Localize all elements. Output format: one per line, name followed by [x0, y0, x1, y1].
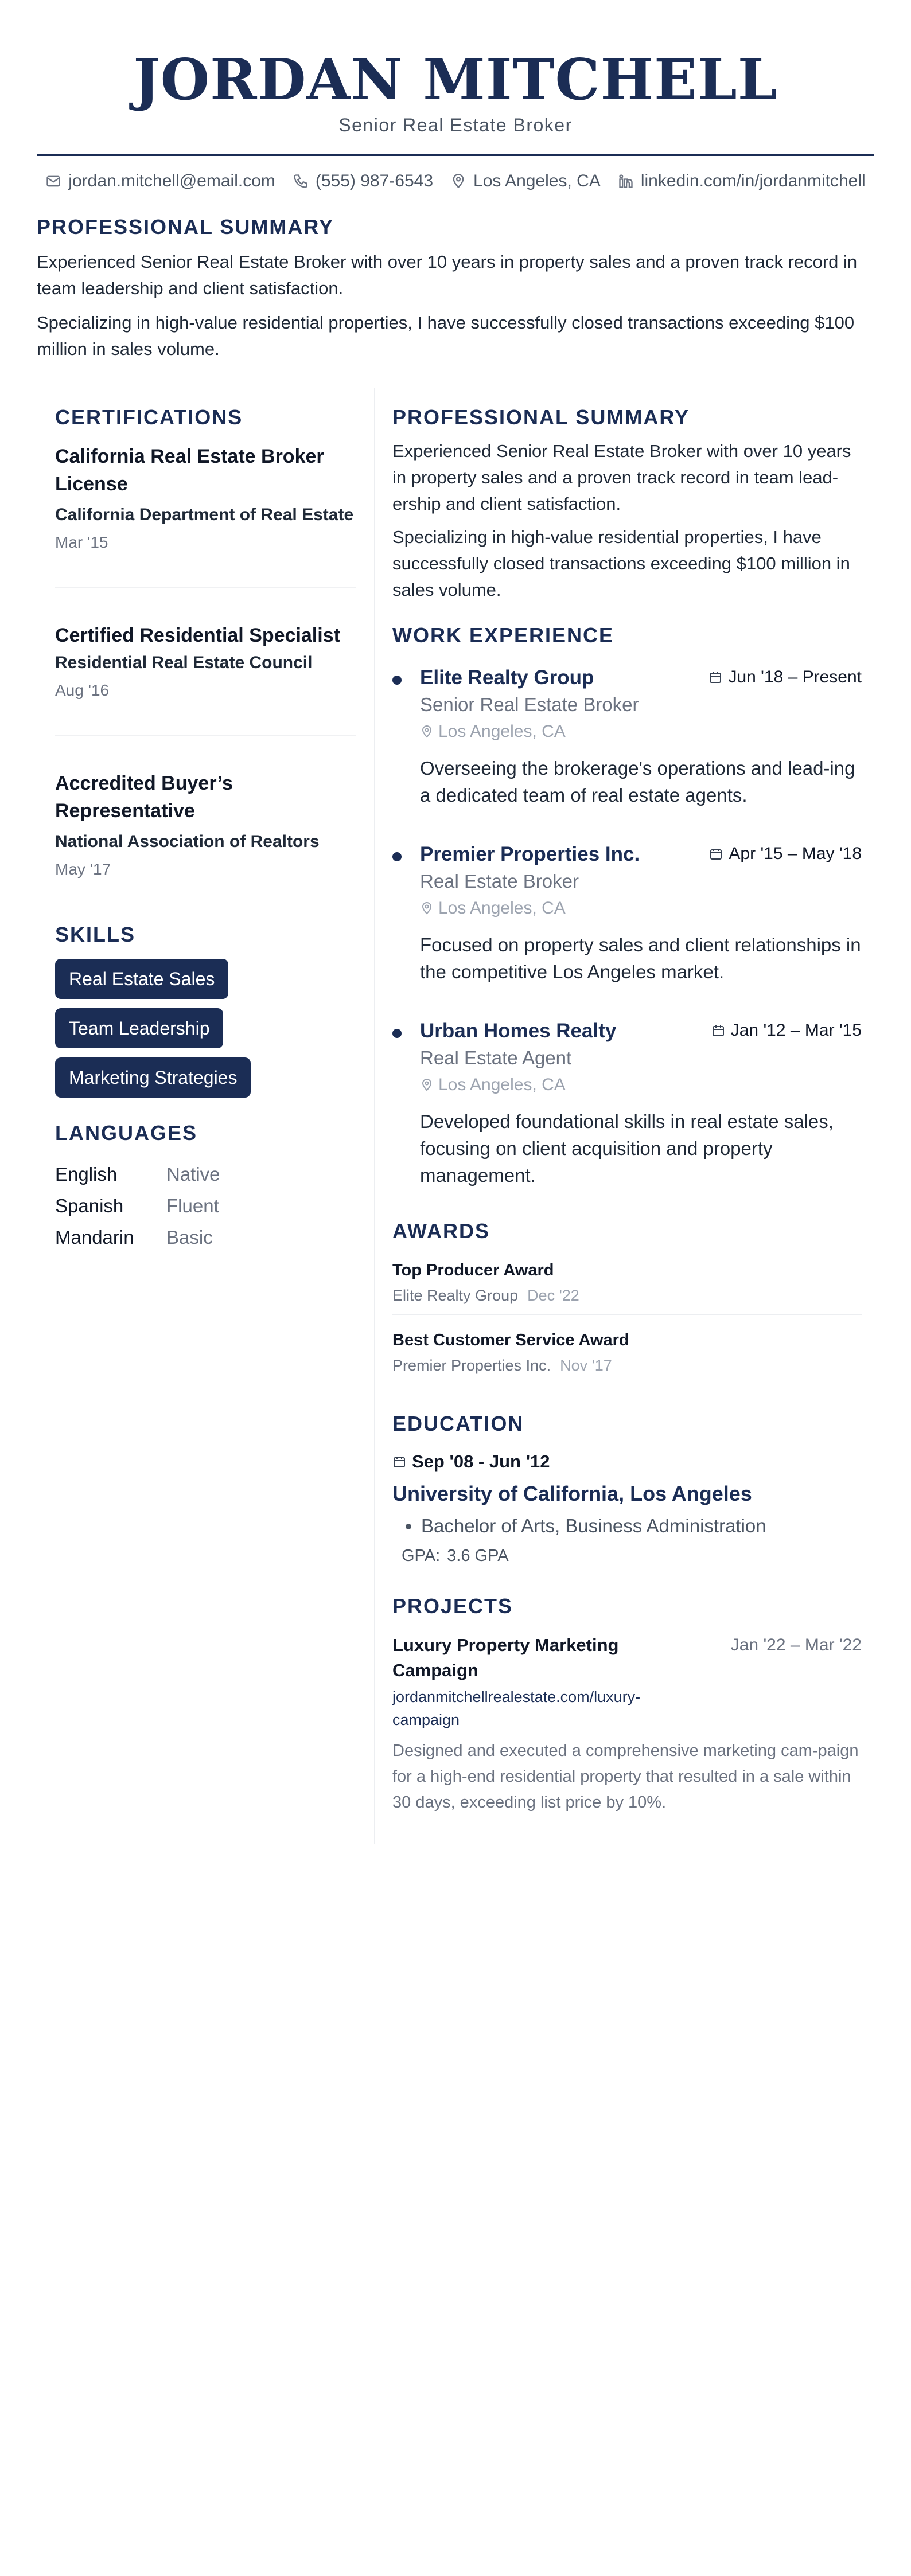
top-summary-paragraph-2: Specializing in high-value residential properties, I have successfully closed transactions exceeding $100 million in sales volume. [37, 313, 855, 359]
awards-section [392, 1219, 862, 1377]
linkedin-text: linkedin.com/in/jordanmitchell [640, 171, 866, 190]
award-meta [392, 1354, 862, 1377]
map-pin-icon [420, 725, 434, 739]
map-pin-icon [420, 1078, 434, 1092]
certification-item [55, 770, 356, 881]
calendar-icon [392, 1455, 406, 1469]
certification-date: Aug '16 [55, 681, 110, 699]
gpa-value: 3.6 GPA [447, 1547, 509, 1565]
skills-section [55, 922, 356, 1098]
projects-title: PROJECTS [392, 1594, 513, 1618]
certification-divider [55, 735, 356, 736]
job-location [420, 719, 862, 744]
job-title: Real Estate Broker [420, 871, 579, 892]
right-column [392, 405, 862, 1816]
certification-issuer: National Association of Realtors [55, 832, 320, 851]
left-column [55, 405, 356, 1253]
project-description: Designed and executed a comprehensive marketing cam-paign for a high-end residential property that resulted in a sale within 30 days, exceeding list price by 10%. [392, 1742, 859, 1812]
timeline-dot [392, 676, 402, 685]
contact-phone[interactable] [293, 171, 433, 191]
column-divider [374, 388, 375, 1844]
award-name: Best Customer Service Award [392, 1331, 629, 1349]
phone-icon [293, 173, 309, 189]
job-date [711, 1017, 862, 1044]
job-date [708, 664, 862, 690]
project-date: Jan '22 – Mar '22 [730, 1636, 862, 1654]
contact-linkedin[interactable] [618, 171, 866, 191]
education-school: University of California, Los Angeles [392, 1482, 752, 1505]
job-location-text: Los Angeles, CA [438, 899, 566, 918]
certification-issuer: Residential Real Estate Council [55, 653, 313, 672]
contact-bar [37, 170, 874, 193]
award-issuer: Premier Properties Inc. [392, 1357, 551, 1374]
skill-badge: Real Estate Sales [55, 959, 228, 999]
calendar-icon [709, 847, 723, 861]
gpa-label: GPA: [402, 1547, 441, 1565]
certification-name: California Real Estate Broker License [55, 446, 324, 495]
summary-paragraph-2: Specializing in high-value residential properties, I have successfully closed transactions exceeding $100 million in sales volume. [392, 527, 850, 600]
project-name: Luxury Property Marketing Campaign [392, 1635, 619, 1680]
linkedin-icon [618, 173, 634, 189]
education-gpa [392, 1543, 862, 1568]
language-list [55, 1158, 356, 1253]
award-divider [392, 1314, 862, 1315]
job-date-text: Apr '15 – May '18 [729, 844, 862, 863]
job-entry [392, 664, 862, 809]
language-name: Spanish [55, 1195, 124, 1216]
job-date [709, 841, 862, 867]
location-text: Los Angeles, CA [473, 171, 601, 190]
job-company: Urban Homes Realty [420, 1020, 617, 1042]
language-level: Native [166, 1164, 220, 1185]
header-divider [37, 154, 874, 156]
job-entry [392, 841, 862, 985]
candidate-name: JORDAN MITCHELL [133, 47, 778, 113]
certification-date: May '17 [55, 860, 111, 878]
language-row [55, 1158, 356, 1190]
education-title: EDUCATION [392, 1412, 524, 1435]
job-company: Elite Realty Group [420, 666, 594, 689]
map-pin-icon [450, 173, 466, 189]
skill-list [55, 959, 356, 1098]
language-row [55, 1190, 356, 1221]
education-section [392, 1411, 862, 1568]
email-text: jordan.mitchell@email.com [68, 171, 275, 190]
language-row [55, 1221, 356, 1253]
skill-badge: Team Leadership [55, 1008, 223, 1048]
language-name: English [55, 1164, 118, 1185]
map-pin-icon [420, 901, 434, 915]
certification-date: Mar '15 [55, 533, 108, 551]
language-level: Fluent [166, 1195, 219, 1216]
summary-title: PROFESSIONAL SUMMARY [392, 405, 690, 429]
certifications-title: CERTIFICATIONS [55, 405, 243, 429]
top-summary-section [37, 214, 874, 362]
candidate-headline: Senior Real Estate Broker [338, 115, 573, 135]
job-description: Developed foundational skills in real estate sales, focusing on client acquisition and property management. [420, 1111, 834, 1186]
work-section [392, 623, 862, 1189]
language-level: Basic [166, 1227, 213, 1248]
job-date-text: Jan '12 – Mar '15 [730, 1021, 862, 1040]
summary-section [392, 405, 862, 603]
education-date-text: Sep '08 - Jun '12 [412, 1451, 550, 1472]
education-degree: • Bachelor of Arts, Business Administration [421, 1512, 862, 1540]
job-description: Focused on property sales and client relationships in the competitive Los Angeles market. [420, 934, 861, 982]
job-description: Overseeing the brokerage's operations and lead-ing a dedicated team of real estate agents. [420, 758, 855, 806]
top-summary-title: PROFESSIONAL SUMMARY [37, 215, 334, 239]
contact-email[interactable] [45, 171, 275, 191]
summary-paragraph-1: Experienced Senior Real Estate Broker with over 10 years in property sales and a proven track record in team lead-ership and client satisfaction. [392, 441, 851, 514]
project-header [392, 1633, 862, 1683]
award-issuer: Elite Realty Group [392, 1287, 519, 1304]
education-details [392, 1512, 862, 1540]
certification-issuer: California Department of Real Estate [55, 505, 354, 524]
top-summary-paragraph-1: Experienced Senior Real Estate Broker with over 10 years in property sales and a proven track record in team leadership and client satisfaction. [37, 252, 858, 298]
skills-title: SKILLS [55, 923, 136, 946]
mail-icon [45, 173, 61, 189]
certification-item [55, 443, 356, 554]
project-link[interactable]: jordanmitchellrealestate.com/luxury-campaign [392, 1688, 641, 1728]
phone-text: (555) 987-6543 [315, 171, 434, 190]
timeline-dot [392, 852, 402, 861]
work-title: WORK EXPERIENCE [392, 623, 614, 647]
award-name: Top Producer Award [392, 1261, 554, 1279]
award-meta [392, 1284, 862, 1307]
projects-section [392, 1594, 862, 1816]
contact-location [450, 171, 601, 191]
job-title: Real Estate Agent [420, 1047, 572, 1068]
award-date: Nov '17 [560, 1357, 612, 1374]
job-date-text: Jun '18 – Present [728, 668, 862, 686]
job-title: Senior Real Estate Broker [420, 694, 639, 715]
calendar-icon [711, 1024, 725, 1037]
calendar-icon [708, 670, 722, 684]
awards-title: AWARDS [392, 1219, 490, 1243]
languages-title: LANGUAGES [55, 1121, 198, 1145]
certification-item [55, 622, 356, 702]
award-date: Dec '22 [527, 1287, 579, 1304]
skill-badge: Marketing Strategies [55, 1057, 251, 1098]
education-date [392, 1449, 862, 1474]
job-company: Premier Properties Inc. [420, 843, 640, 865]
language-name: Mandarin [55, 1227, 134, 1248]
job-location [420, 896, 862, 921]
timeline-dot [392, 1029, 402, 1038]
job-location-text: Los Angeles, CA [438, 722, 566, 741]
certification-name: Certified Residential Specialist [55, 625, 340, 646]
job-location-text: Los Angeles, CA [438, 1075, 566, 1094]
certification-name: Accredited Buyer’s Representative [55, 772, 233, 822]
languages-section [55, 1121, 356, 1253]
certification-divider [55, 587, 356, 588]
job-entry [392, 1017, 862, 1189]
job-location [420, 1072, 862, 1098]
